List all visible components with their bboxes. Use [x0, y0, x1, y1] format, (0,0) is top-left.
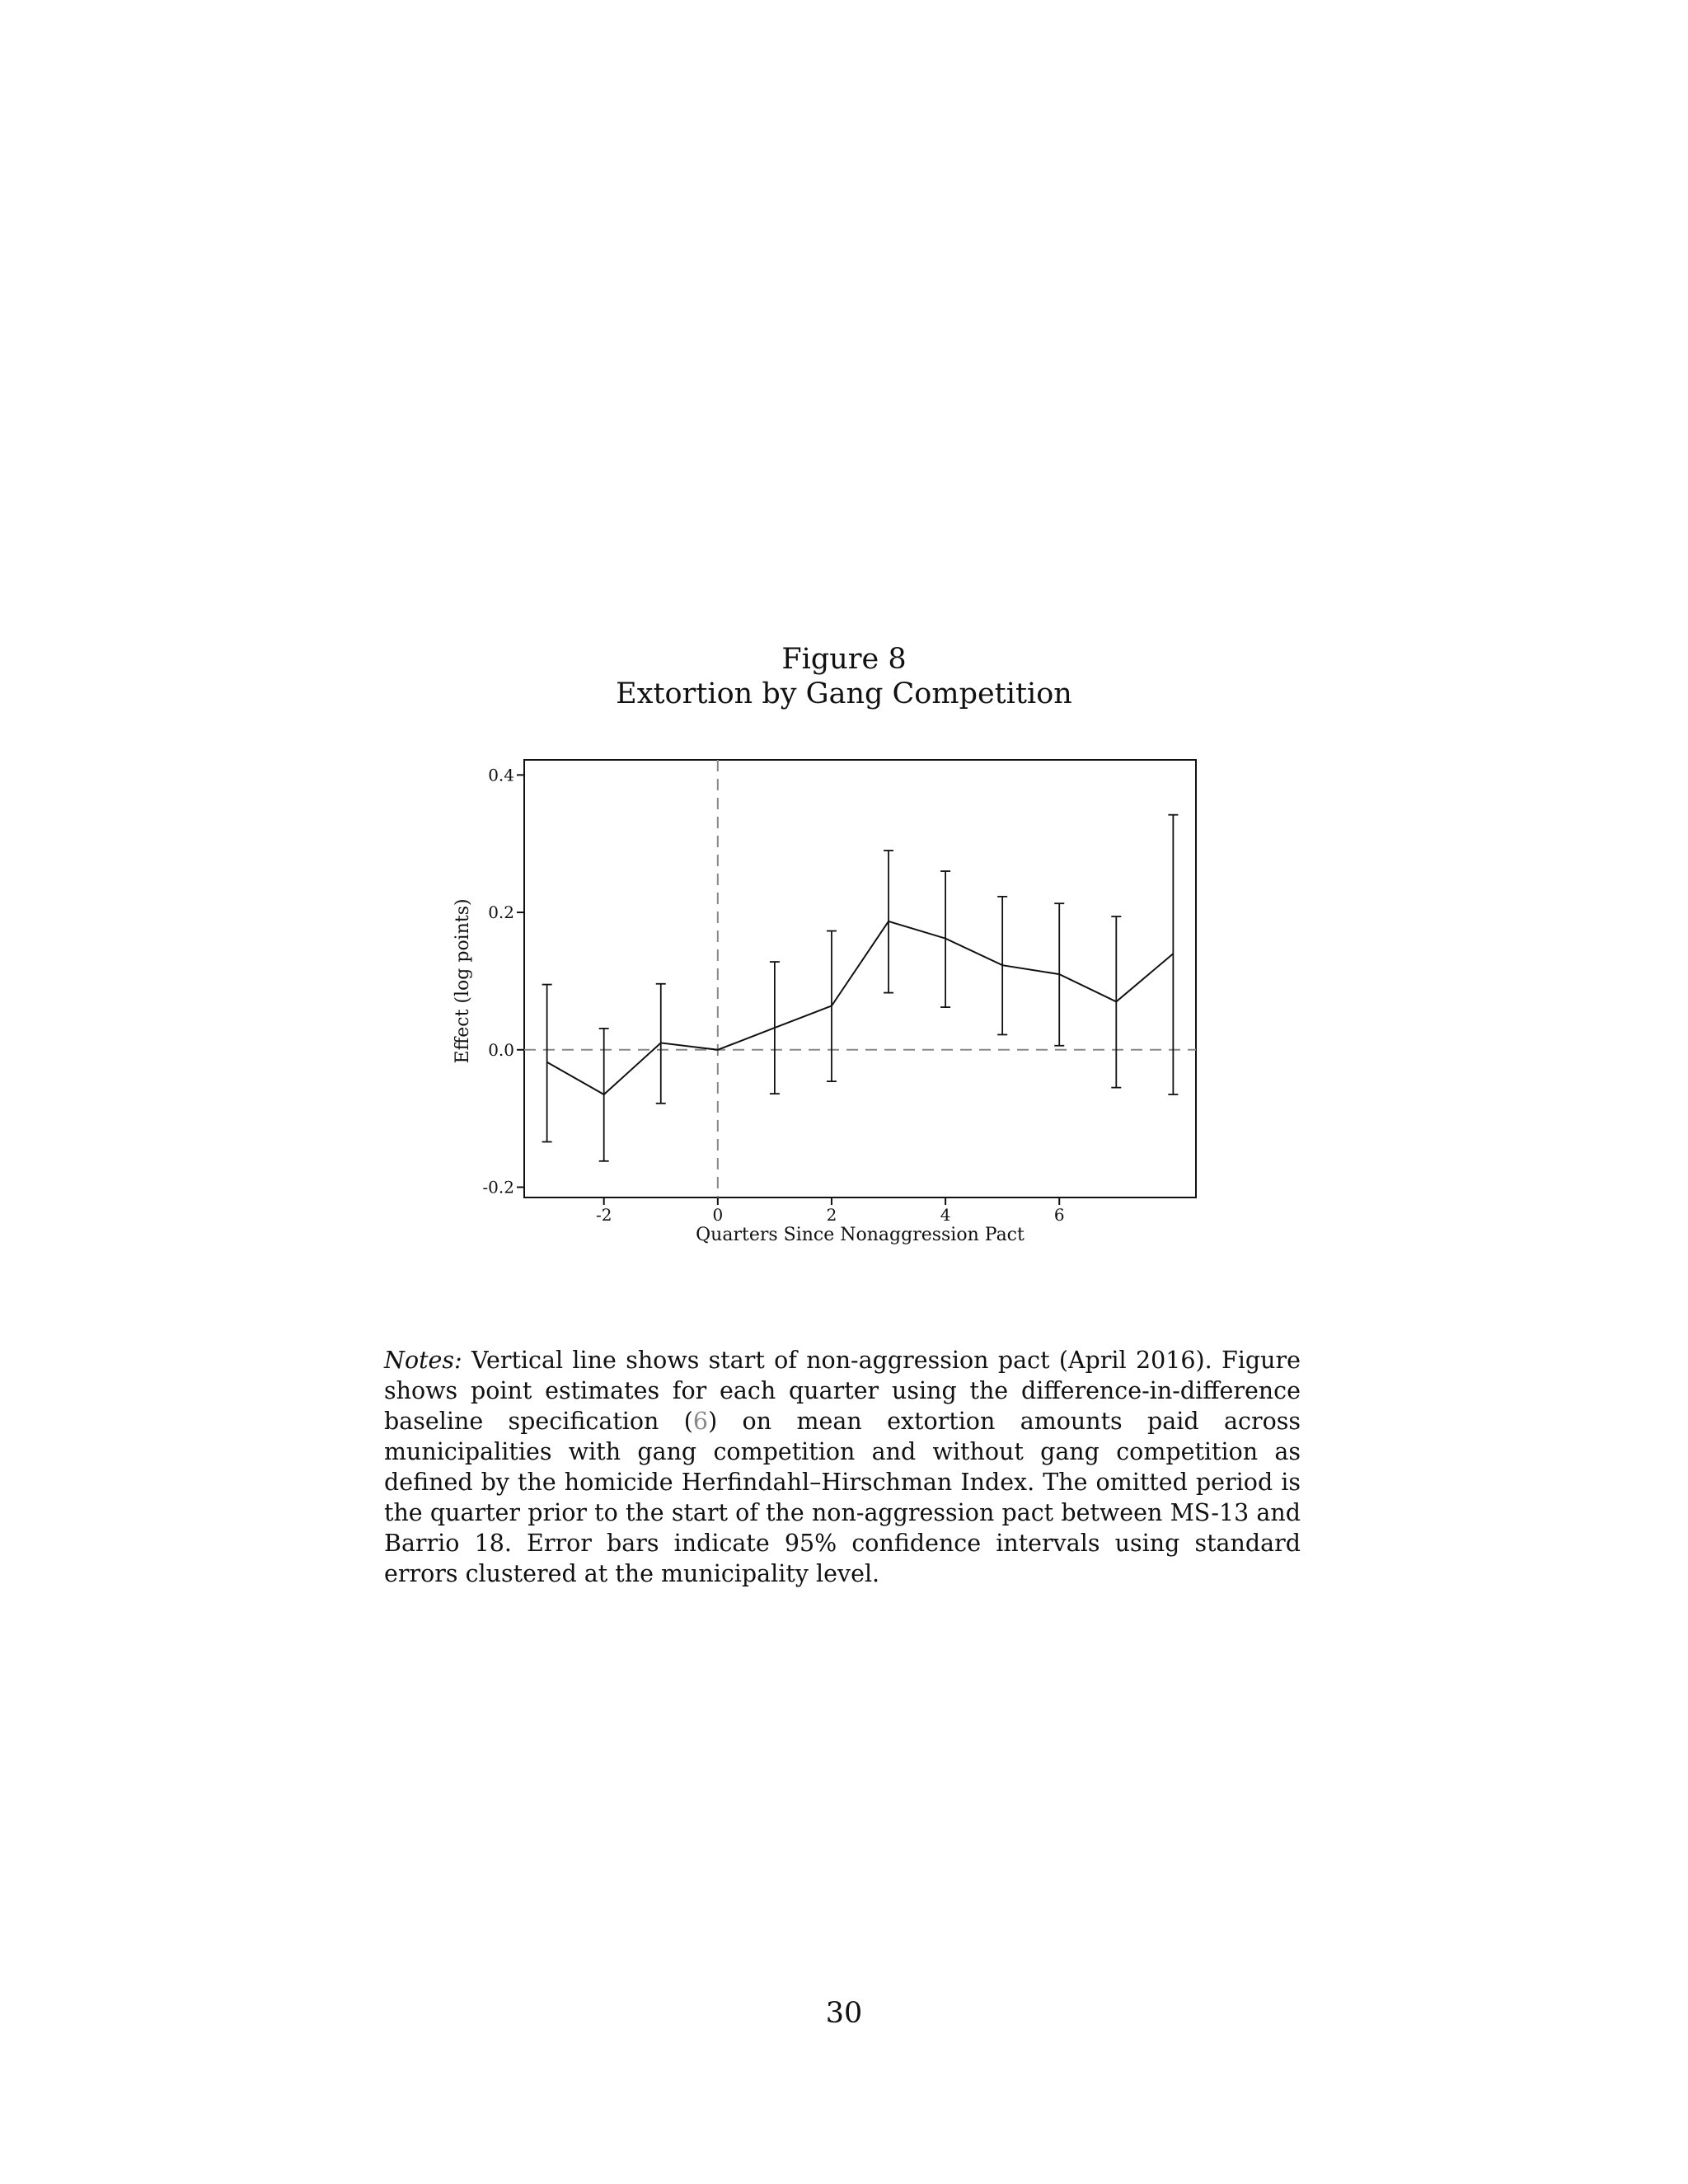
chart	[445, 746, 1228, 1257]
figure-notes	[384, 1345, 1301, 1589]
figure-title: Extortion by Gang Competition	[616, 677, 1072, 710]
estimate-line	[547, 921, 1174, 1094]
x-tick-label: 2	[826, 1205, 837, 1225]
plot-frame	[524, 760, 1196, 1197]
page-number: 30	[825, 1997, 863, 2030]
x-tick-label: 4	[940, 1205, 951, 1225]
x-tick-label: -2	[595, 1205, 612, 1225]
y-axis-title: Effect (log points)	[452, 898, 473, 1064]
x-axis-title: Quarters Since Nonaggression Pact	[696, 1225, 1025, 1245]
y-tick-label: -0.2	[482, 1177, 514, 1197]
figure-label: Figure 8	[781, 643, 907, 676]
equation-reference[interactable]: 6	[692, 1407, 709, 1435]
y-tick-label: 0.0	[488, 1039, 514, 1060]
y-tick-label: 0.2	[488, 902, 514, 923]
notes-text-1: Vertical line shows start of non-aggression pact (April 2016). Figure shows point estimates for each quarter using the difference-in-difference baseline specification (	[384, 1346, 1301, 1435]
x-tick-label: 0	[712, 1205, 724, 1225]
x-tick-label: 6	[1053, 1205, 1065, 1225]
y-tick-label: 0.4	[488, 765, 514, 785]
notes-label: Notes:	[384, 1346, 462, 1374]
notes-text-2: ) on mean extortion amounts paid across municipalities with gang competition and without gang competition as defined by the homicide Herfindahl–Hirschman Index. The omitted period is the quarter prior to the start of the non-aggression pact between MS-13 and Barrio 18. Error bars indicate 95% confidence intervals using standard errors clustered at the municipality level.	[384, 1407, 1301, 1587]
